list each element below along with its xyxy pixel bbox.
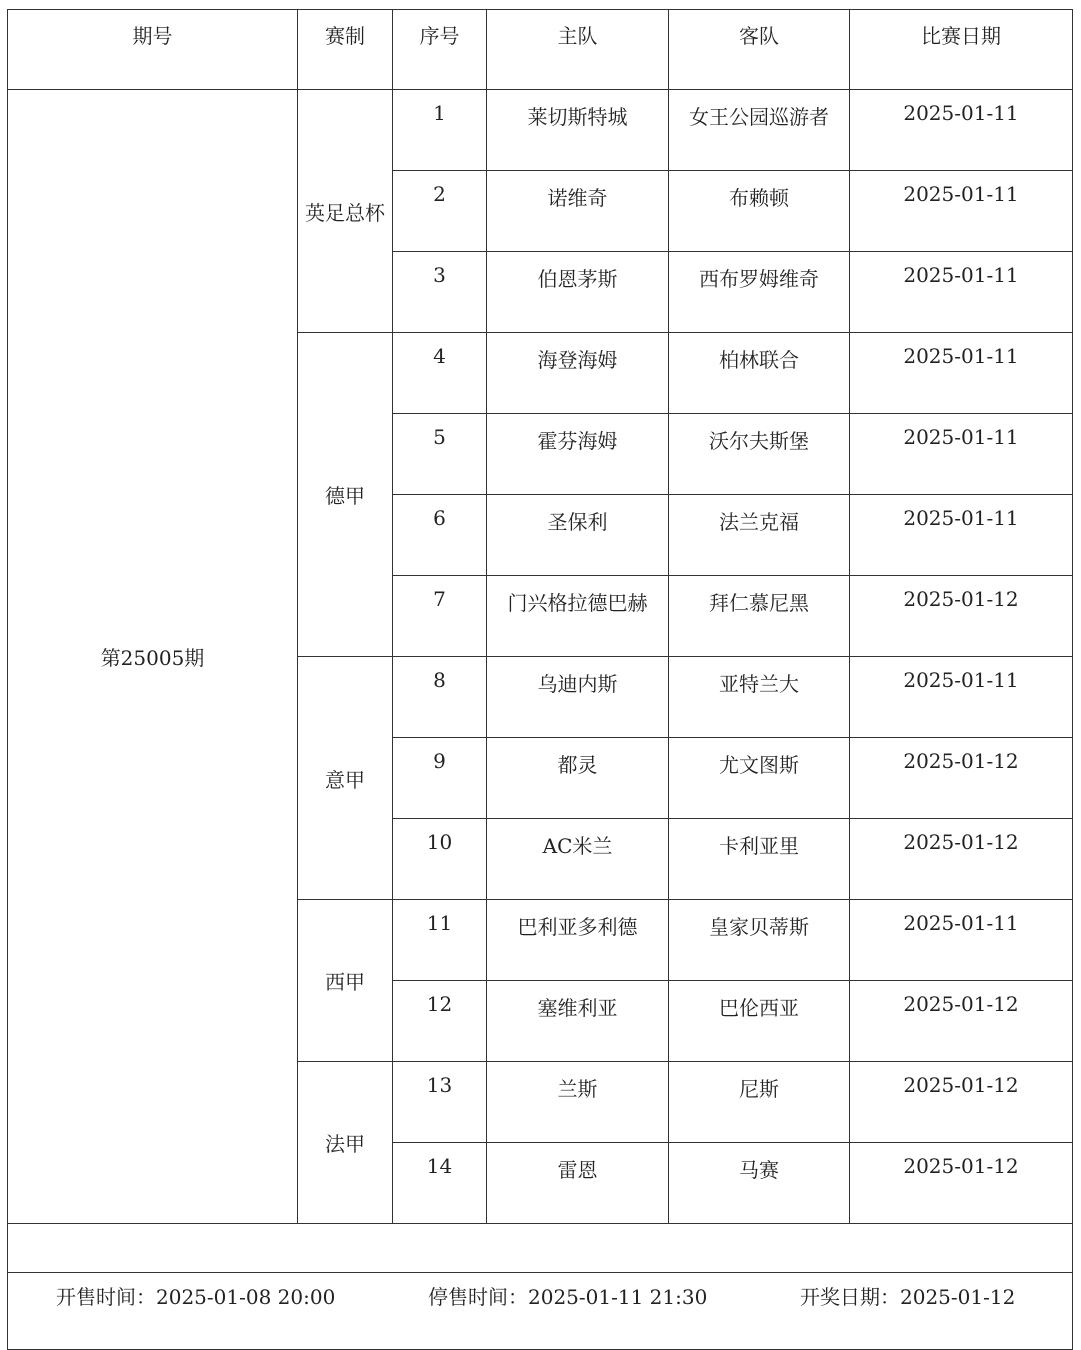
match-date-cell: 2025-01-11: [850, 333, 1073, 414]
blank-row: [8, 1224, 1073, 1273]
away-team-cell: 西布罗姆维奇: [669, 252, 850, 333]
match-date-cell: 2025-01-11: [850, 495, 1073, 576]
header-row: [8, 10, 1073, 90]
blank-cell: [8, 1224, 1073, 1273]
away-team-cell: 沃尔夫斯堡: [669, 414, 850, 495]
away-team-cell: 尤文图斯: [669, 738, 850, 819]
away-team-cell: 布赖顿: [669, 171, 850, 252]
away-team-cell: 马赛: [669, 1143, 850, 1224]
home-team-cell: 都灵: [487, 738, 669, 819]
match-date-cell: 2025-01-12: [850, 1062, 1073, 1143]
match-number-cell: 8: [393, 657, 487, 738]
home-team-cell: 塞维利亚: [487, 981, 669, 1062]
home-team-cell: 巴利亚多利德: [487, 900, 669, 981]
match-number-cell: 12: [393, 981, 487, 1062]
away-team-cell: 柏林联合: [669, 333, 850, 414]
match-number-cell: 10: [393, 819, 487, 900]
match-number-cell: 5: [393, 414, 487, 495]
home-team-cell: 霍芬海姆: [487, 414, 669, 495]
match-number-cell: 6: [393, 495, 487, 576]
match-date-cell: 2025-01-12: [850, 1143, 1073, 1224]
home-team-cell: 兰斯: [487, 1062, 669, 1143]
match-date-cell: 2025-01-11: [850, 90, 1073, 171]
header-home-team: 主队: [487, 10, 669, 90]
away-team-cell: 巴伦西亚: [669, 981, 850, 1062]
match-number-cell: 3: [393, 252, 487, 333]
match-number-cell: 1: [393, 90, 487, 171]
period-cell: 第25005期: [8, 90, 298, 1224]
match-date-cell: 2025-01-12: [850, 576, 1073, 657]
away-team-cell: 女王公园巡游者: [669, 90, 850, 171]
match-row: [8, 90, 1073, 171]
match-date-cell: 2025-01-11: [850, 900, 1073, 981]
match-date-cell: 2025-01-11: [850, 252, 1073, 333]
home-team-cell: AC米兰: [487, 819, 669, 900]
header-league: 赛制: [298, 10, 393, 90]
home-team-cell: 海登海姆: [487, 333, 669, 414]
home-team-cell: 莱切斯特城: [487, 90, 669, 171]
match-date-cell: 2025-01-11: [850, 171, 1073, 252]
match-number-cell: 14: [393, 1143, 487, 1224]
home-team-cell: 伯恩茅斯: [487, 252, 669, 333]
away-team-cell: 皇家贝蒂斯: [669, 900, 850, 981]
match-schedule-table: [7, 9, 1073, 1350]
match-number-cell: 11: [393, 900, 487, 981]
league-cell: 英足总杯: [298, 90, 393, 333]
league-cell: 德甲: [298, 333, 393, 657]
match-date-cell: 2025-01-12: [850, 819, 1073, 900]
away-team-cell: 拜仁慕尼黑: [669, 576, 850, 657]
home-team-cell: 诺维奇: [487, 171, 669, 252]
match-number-cell: 9: [393, 738, 487, 819]
match-date-cell: 2025-01-12: [850, 981, 1073, 1062]
league-cell: 意甲: [298, 657, 393, 900]
away-team-cell: 亚特兰大: [669, 657, 850, 738]
away-team-cell: 卡利亚里: [669, 819, 850, 900]
match-date-cell: 2025-01-11: [850, 657, 1073, 738]
home-team-cell: 圣保利: [487, 495, 669, 576]
league-cell: 西甲: [298, 900, 393, 1062]
match-date-cell: 2025-01-11: [850, 414, 1073, 495]
away-team-cell: 法兰克福: [669, 495, 850, 576]
match-date-cell: 2025-01-12: [850, 738, 1073, 819]
header-period: 期号: [8, 10, 298, 90]
draw-date: 开奖日期：2025-01-12: [800, 1285, 1016, 1309]
footer-cell: [8, 1273, 1073, 1350]
sale-stop-time: 停售时间：2025-01-11 21:30: [428, 1285, 708, 1309]
league-cell: 法甲: [298, 1062, 393, 1224]
match-rows: [8, 90, 1073, 1224]
home-team-cell: 雷恩: [487, 1143, 669, 1224]
match-number-cell: 4: [393, 333, 487, 414]
home-team-cell: 乌迪内斯: [487, 657, 669, 738]
away-team-cell: 尼斯: [669, 1062, 850, 1143]
home-team-cell: 门兴格拉德巴赫: [487, 576, 669, 657]
header-match-date: 比赛日期: [850, 10, 1073, 90]
sale-start-time: 开售时间：2025-01-08 20:00: [56, 1285, 336, 1309]
match-number-cell: 7: [393, 576, 487, 657]
header-number: 序号: [393, 10, 487, 90]
match-number-cell: 2: [393, 171, 487, 252]
header-away-team: 客队: [669, 10, 850, 90]
footer-row: [8, 1273, 1073, 1350]
match-number-cell: 13: [393, 1062, 487, 1143]
